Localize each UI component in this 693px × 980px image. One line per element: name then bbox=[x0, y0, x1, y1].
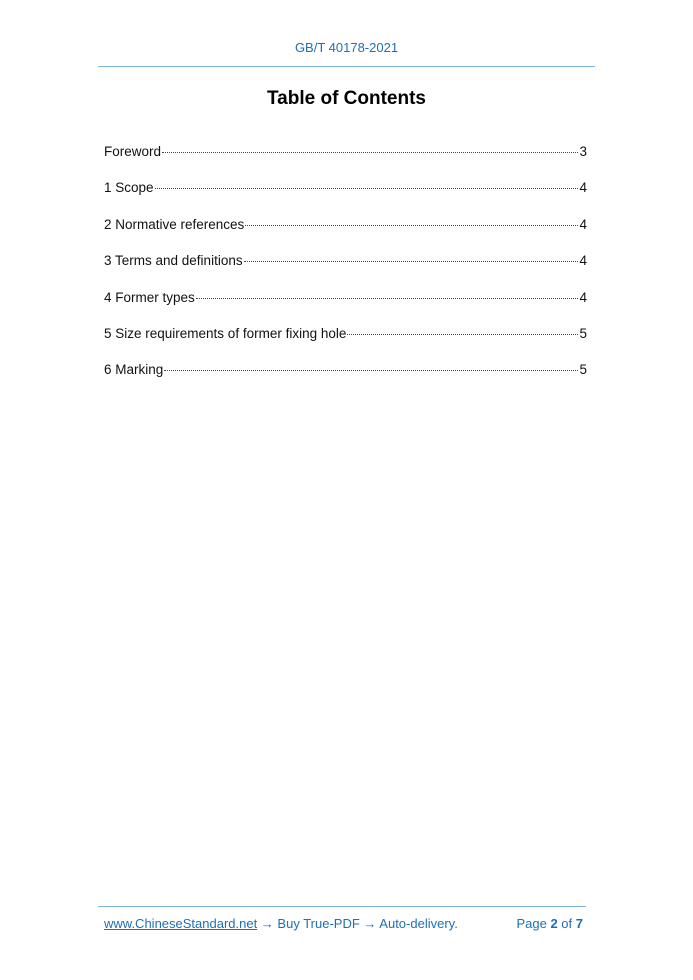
toc-entry-label: 5 Size requirements of former fixing hole bbox=[104, 325, 347, 341]
toc-entry-label: 1 Scope bbox=[104, 180, 154, 196]
page-title: Table of Contents bbox=[266, 88, 427, 109]
toc-entry-terms-and-definitions[interactable] bbox=[104, 253, 587, 289]
total-page-count: 7 bbox=[575, 916, 583, 931]
dot-leader bbox=[245, 225, 578, 226]
toc-entry-size-requirements[interactable] bbox=[104, 326, 587, 362]
toc-entry-foreword[interactable] bbox=[104, 144, 587, 180]
dot-leader bbox=[196, 298, 579, 299]
toc-entry-scope[interactable] bbox=[104, 180, 587, 216]
dot-leader bbox=[155, 188, 579, 189]
dot-leader bbox=[244, 261, 579, 262]
toc-entry-marking[interactable] bbox=[104, 362, 587, 398]
toc-entry-label: 6 Marking bbox=[104, 362, 164, 378]
page-indicator bbox=[516, 916, 583, 931]
toc-entry-label: Foreword bbox=[104, 144, 162, 159]
dot-leader bbox=[164, 370, 578, 371]
toc-entry-normative-references[interactable] bbox=[104, 217, 587, 253]
document-code-header: GB/T 40178-2021 bbox=[294, 40, 399, 55]
header-divider bbox=[98, 66, 595, 67]
toc-entry-page: 4 bbox=[579, 253, 587, 269]
toc-entry-page: 5 bbox=[579, 362, 587, 378]
page-of: of bbox=[561, 916, 573, 931]
toc-entry-label: 4 Former types bbox=[104, 289, 195, 305]
dot-leader bbox=[162, 152, 578, 153]
toc-entry-label: 2 Normative references bbox=[104, 216, 245, 232]
table-of-contents bbox=[104, 144, 587, 399]
page-prefix: Page bbox=[516, 916, 547, 931]
footer-promo-text: → Buy True-PDF → Auto-delivery. bbox=[257, 916, 458, 931]
toc-entry-page: 4 bbox=[579, 216, 587, 232]
dot-leader bbox=[347, 334, 578, 335]
toc-entry-page: 4 bbox=[579, 180, 587, 196]
toc-entry-former-types[interactable] bbox=[104, 290, 587, 326]
toc-entry-label: 3 Terms and definitions bbox=[104, 253, 243, 269]
toc-entry-page: 3 bbox=[579, 144, 587, 159]
footer-promo bbox=[104, 916, 458, 931]
current-page-number: 2 bbox=[550, 916, 558, 931]
website-link[interactable]: www.ChineseStandard.net bbox=[104, 916, 258, 931]
toc-entry-page: 5 bbox=[579, 325, 587, 341]
toc-entry-page: 4 bbox=[579, 289, 587, 305]
footer-divider bbox=[98, 906, 586, 907]
